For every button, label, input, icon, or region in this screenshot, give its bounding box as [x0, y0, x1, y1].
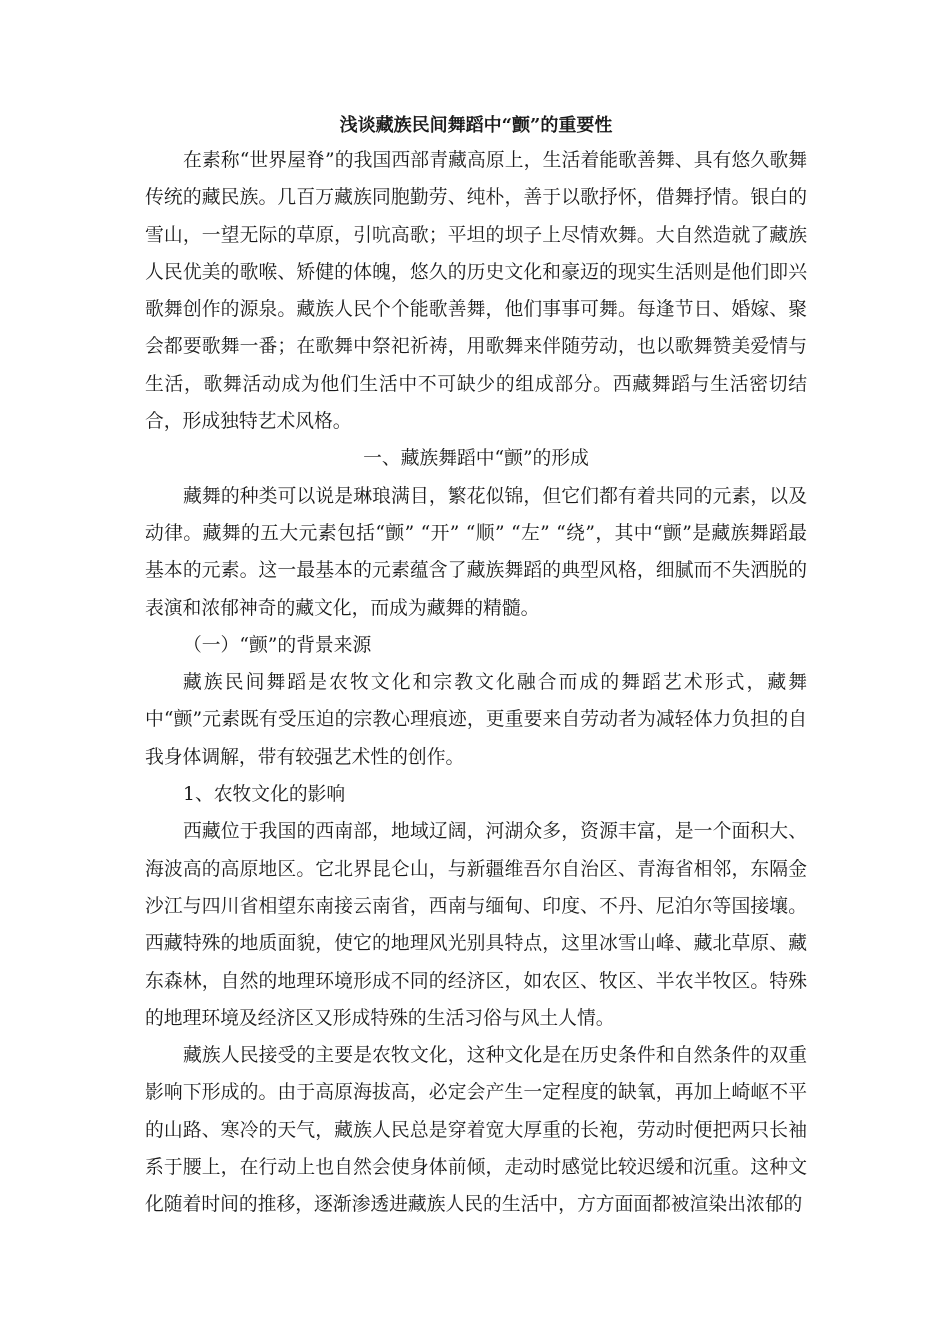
point-heading-1: 1、农牧文化的影响 — [183, 784, 346, 806]
section1-paragraph: 藏舞的种类可以说是琳琅满目，繁花似锦，但它们都有着共同的元素，以及动律。藏舞的五大元素包括“颤” “开” “顺” “左” “绕”，其中“颤”是藏族舞蹈最基本的元素。这一最基本的元素蕴含了藏族舞蹈的典型风格，细腻而不失洒脱的表演和浓郁神奇的藏文化，而成为藏舞的精髓。 — [145, 485, 807, 619]
section-heading-1: 一、藏族舞蹈中“颤”的形成 — [363, 448, 589, 470]
intro-paragraph: 在素称“世界屋脊”的我国西部青藏高原上，生活着能歌善舞、具有悠久歌舞传统的藏民族。几百万藏族同胞勤劳、纯朴，善于以歌抒怀，借舞抒情。银白的雪山，一望无际的草原，引吭高歌；平坦的坝子上尽情欢舞。大自然造就了藏族人民优美的歌喉、矫健的体魄，悠久的历史文化和豪迈的现实生活则是他们即兴歌舞创作的源泉。藏族人民个个能歌善舞，他们事事可舞。每逢节日、婚嫁、聚会都要歌舞一番；在歌舞中祭祀祈祷，用歌舞来伴随劳动，也以歌舞赞美爱情与生活，歌舞活动成为他们生活中不可缺少的组成部分。西藏舞蹈与生活密切结合，形成独特艺术风格。 — [145, 150, 807, 433]
point1-paragraph-2: 藏族人民接受的主要是农牧文化，这种文化是在历史条件和自然条件的双重影响下形成的。由于高原海拔高，必定会产生一定程度的缺氧，再加上崎岖不平的山路、寒冷的天气，藏族人民总是穿着宽大厚重的长袍，劳动时便把两只长袖系于腰上，在行动上也自然会使身体前倾，走动时感觉比较迟缓和沉重。这种文化随着时间的推移，逐渐渗透进藏族人民的生活中，方方面面都被渲染出浓郁的 — [145, 1045, 807, 1216]
document-title: 浅谈藏族民间舞蹈中“颤”的重要性 — [339, 115, 613, 136]
subsection1-paragraph: 藏族民间舞蹈是农牧文化和宗教文化融合而成的舞蹈艺术形式，藏舞中“颤”元素既有受压迫的宗教心理痕迹，更重要来自劳动者为减轻体力负担的自我身体调解，带有较强艺术性的创作。 — [145, 672, 807, 768]
document-body — [145, 110, 807, 1224]
subsection-heading-1: （一）“颤”的背景来源 — [183, 634, 372, 656]
point1-paragraph-1: 西藏位于我国的西南部，地域辽阔，河湖众多，资源丰富，是一个面积大、海波高的高原地区。它北界昆仑山，与新疆维吾尔自治区、青海省相邻，东隔金沙江与四川省相望东南接云南省，西南与缅甸、印度、不丹、尼泊尔等国接壤。西藏特殊的地质面貌，使它的地理风光别具特点，这里冰雪山峰、藏北草原、藏东森林，自然的地理环境形成不同的经济区，如农区、牧区、半农半牧区。特殊的地理环境及经济区又形成特殊的生活习俗与风土人情。 — [145, 821, 807, 1029]
